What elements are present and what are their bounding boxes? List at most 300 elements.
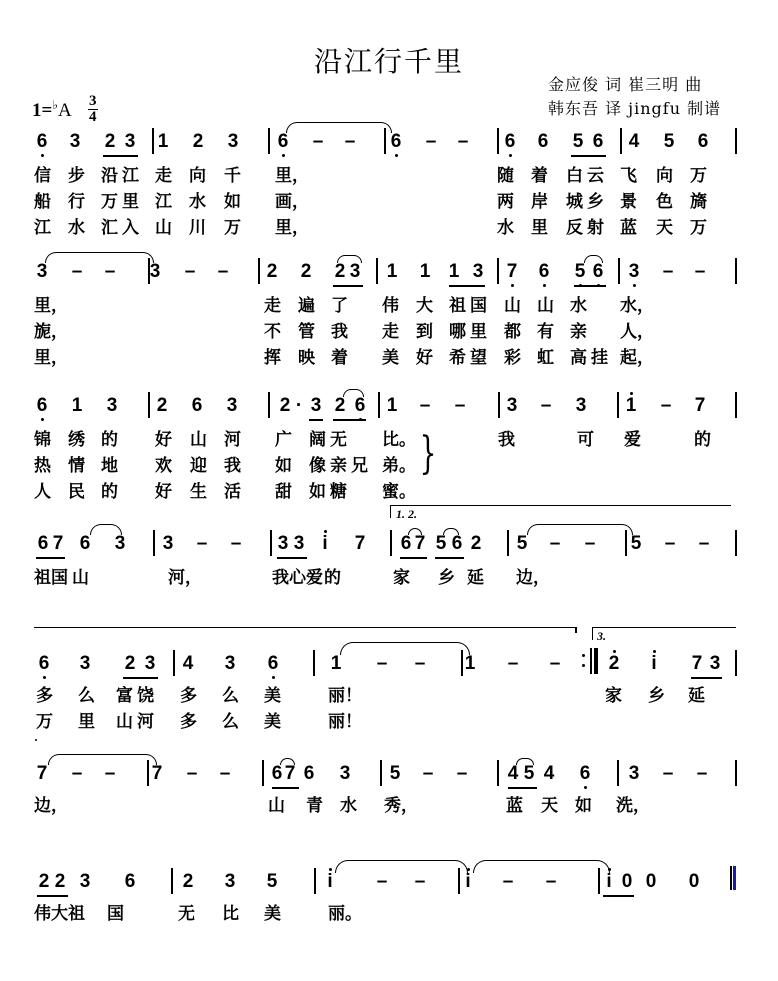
note: 6 [124,871,136,892]
note: i [606,871,612,892]
note: i [465,871,471,892]
lyric-syllable: 边， [34,796,68,816]
lyric-syllable: 美 [382,348,399,368]
note: 6 [537,131,549,152]
note: 2 [266,261,278,282]
dash: – [662,763,674,784]
lyric-syllable: 山 [116,712,133,732]
barline [735,650,737,676]
note: 1 [419,261,431,282]
slur-tie [90,524,122,535]
lyric-syllable: 河 [224,430,241,450]
dot-below-icon [509,154,512,157]
lyric-syllable: 山 [72,568,89,588]
lyric-syllable: 大 [416,296,433,316]
barline [735,530,737,556]
dash: – [696,763,708,784]
underline-beam [508,787,537,789]
lyric-syllable: 民 [68,482,85,502]
dot-below-icon [43,676,46,679]
note: 3 [226,395,238,416]
lyric-syllable: 地 [101,456,118,476]
note: 2 [156,395,168,416]
note: 3 [79,871,91,892]
note: 6 [36,395,48,416]
key-note: A [58,100,72,121]
note: 4 [628,131,640,152]
lyric-syllable: 多 [180,686,197,706]
dash: – [104,763,116,784]
dash: – [230,533,242,554]
note: 1 [71,395,83,416]
lyric-syllable: 青 [306,796,323,816]
key-signature [32,98,72,122]
dash: – [419,395,431,416]
note: 5 [516,533,528,554]
lyric-syllable: 人， [620,322,654,342]
note: 7 [36,763,48,784]
underline-beam [333,285,363,287]
lyric-syllable: 川 [189,218,206,238]
note: 2 [192,131,204,152]
lyric-syllable: 山 [537,296,554,316]
lyric-syllable: 管 [298,322,315,342]
note: 1 [330,653,342,674]
note: 0 [688,871,700,892]
note: 2 [182,871,194,892]
lyric-syllable: 有 [537,322,554,342]
barline [268,392,270,418]
dash: – [219,763,231,784]
dash: – [662,261,674,282]
lyric-syllable: 阔 [309,430,326,450]
lyric-syllable: 么 [222,712,239,732]
note: 3 [106,395,118,416]
dot-below-icon [543,284,546,287]
dash: – [660,395,672,416]
lyric-syllable: 蓝 [620,218,637,238]
dash: – [184,261,196,282]
barline [735,392,737,418]
dash: – [312,131,324,152]
volta-label: 1. 2. [396,507,417,521]
barline [620,128,622,154]
lyric-syllable: 虹 [537,348,554,368]
dash: – [376,653,388,674]
lyric-syllable: 家 [605,686,622,706]
lyric-syllable: 色 [656,192,673,212]
slur-tie [45,252,154,263]
slur-tie [443,528,459,535]
note: 5 [266,871,278,892]
barline [497,258,499,284]
dot-above-icon [653,650,656,653]
lyric-syllable: 走 [264,296,281,316]
note: 5 [389,763,401,784]
dot-above-icon [324,530,327,533]
lyric-syllable: 城 [566,192,583,212]
lyric-syllable: 天 [541,796,558,816]
note: 3 [277,533,289,554]
note: 1 [157,131,169,152]
dash: – [422,763,434,784]
lyric-syllable: 飞 [620,166,637,186]
lyric-syllable: 入 [122,218,139,238]
barline [173,650,175,676]
lyric-syllable: 乡 [438,568,455,588]
lyric-syllable: 多 [180,712,197,732]
lyric-syllable: 水 [340,796,357,816]
lyric-syllable: 祖 [449,296,466,316]
lyric-syllable: 反 [566,218,583,238]
lyric-syllable: 生 [190,482,207,502]
lyric-syllable: 走 [382,322,399,342]
note: 3 [310,395,322,416]
lyric-syllable: 万 [36,712,53,732]
volta-end-tick [575,627,577,633]
lyric-syllable: 好 [155,430,172,450]
note: 2 [300,261,312,282]
note: 3 [628,261,640,282]
lyric-syllable: 天 [656,218,673,238]
song-title: 沿江行千里 [313,45,464,78]
slur-tie [343,389,364,397]
lyric-syllable: 船 [34,192,51,212]
note: 6 [504,131,516,152]
dash: – [414,653,426,674]
dot-below-icon [511,284,514,287]
lyric-syllable: 哪 [449,322,466,342]
lyric-syllable: 沿 [101,166,118,186]
final-thick-bar [733,866,736,890]
lyric-syllable: 我 [224,456,241,476]
underline-beam [435,557,464,559]
lyric-syllable: 热 [34,456,51,476]
lyric-syllable: 里 [78,712,95,732]
note: 2 [334,261,346,282]
lyric-syllable: 如 [275,456,292,476]
note: 6 [267,653,279,674]
note: 6 [592,261,604,282]
note: 6 [38,653,50,674]
lyric-syllable: 好 [155,482,172,502]
lyric-syllable: 景 [620,192,637,212]
note: 3 [149,261,161,282]
lyric-syllable: 边， [516,568,550,588]
underline-beam [103,155,138,157]
note: 1 [386,395,398,416]
dot-below-icon [282,154,285,157]
lyric-syllable: 白 [566,166,583,186]
lyric-syllable: 活 [224,482,241,502]
lyric-syllable: 美 [264,712,281,732]
lyric-syllable: 无 [330,430,347,450]
barline [497,128,499,154]
lyric-syllable: 挥 [264,348,281,368]
flat-icon: ♭ [52,98,58,112]
note: 3 [114,533,126,554]
note: 6 [451,533,463,554]
barline [617,760,619,786]
note: i [322,533,328,554]
note: 6 [579,763,591,784]
note: 2 [470,533,482,554]
repeat-dot-icon [582,654,585,657]
lyric-syllable: 伟 [382,296,399,316]
dash: – [414,871,426,892]
barline [618,258,620,284]
lyric-syllable: 蜜。 [382,482,416,502]
dash: – [186,763,198,784]
dash: – [71,261,83,282]
note: 1 [386,261,398,282]
volta-label: 3. [597,629,606,643]
lyric-syllable: 我 [331,322,348,342]
lyric-syllable: 向 [189,166,206,186]
lyric-syllable: 如 [575,796,592,816]
slur-tie [527,524,633,535]
note: 6 [36,131,48,152]
slur-tie [408,528,422,535]
lyric-syllable: 可 [577,430,594,450]
lyric-syllable: 乡 [648,686,665,706]
note: 6 [37,533,49,554]
dot-below-icon [41,154,44,157]
lyric-syllable: 亲 [570,322,587,342]
underline-beam [277,557,307,559]
lyric-syllable: 水 [189,192,206,212]
note: 4 [543,763,555,784]
note: 3 [224,653,236,674]
barline [314,868,316,894]
slur-tie [584,255,603,263]
dash: – [457,131,469,152]
note: 3 [224,871,236,892]
note: 1 [625,395,637,416]
barline [262,760,264,786]
lyric-syllable: 洗， [616,796,650,816]
note: 3 [36,261,48,282]
dash: – [376,871,388,892]
note: 7 [506,261,518,282]
lyric-syllable: 里 [122,192,139,212]
note: 3 [124,131,136,152]
note: 2 [279,395,291,416]
lyric-syllable: 锦 [34,430,51,450]
barline [507,530,509,556]
slur-tie [335,860,468,873]
dash: – [698,533,710,554]
barline [380,760,382,786]
note: 1 [464,653,476,674]
underline-beam [272,787,299,789]
note: 6 [354,395,366,416]
barline [313,650,315,676]
slur-tie [473,860,610,873]
lyric-syllable: 汇 [101,218,118,238]
slur-tie [286,122,392,133]
lyric-syllable: 里， [34,348,68,368]
barline [270,530,272,556]
underline-beam [36,557,65,559]
dash: – [217,261,229,282]
lyric-syllable: 我心爱 [272,568,323,588]
dash: – [456,763,468,784]
barline [390,530,392,556]
repeat-thin-bar [590,648,592,674]
dash: – [71,763,83,784]
note: 7 [151,763,163,784]
note: 0 [621,871,633,892]
note: 7 [414,533,426,554]
note: 2 [124,653,136,674]
lyric-syllable: 画， [275,192,309,212]
underline-beam [449,285,485,287]
note: i [327,871,333,892]
note: 3 [79,653,91,674]
note: 1 [448,261,460,282]
lyric-syllable: 延 [467,568,484,588]
lyric-syllable: 遍 [298,296,315,316]
note: 5 [523,763,535,784]
lyric-syllable: 起， [620,348,654,368]
note: 6 [400,533,412,554]
barline [498,392,500,418]
note: 3 [227,131,239,152]
dash: – [502,871,514,892]
lyric-syllable: 着 [531,166,548,186]
lyric-syllable: 随 [497,166,514,186]
note: 2 [334,395,346,416]
lyric-syllable: 向 [656,166,673,186]
dot-below-icon [41,418,44,421]
lyric-syllable: 秀， [384,796,418,816]
lyric-syllable: 到 [416,322,433,342]
slur-tie [340,642,470,655]
lyric-syllable: 了 [331,296,348,316]
lyric-syllable: 欢 [155,456,172,476]
slur-tie [337,255,362,263]
dash: – [104,261,116,282]
barline [735,258,737,284]
lyric-syllable: 丽！ [328,686,362,706]
lyric-syllable: 像 [309,456,326,476]
note: 6 [303,763,315,784]
lyric-syllable: 望 [470,348,487,368]
barline [378,392,380,418]
lyric-syllable: 彩 [504,348,521,368]
lyric-syllable: 水 [570,296,587,316]
barline [376,258,378,284]
lyric-syllable: 我 [498,430,515,450]
meter-top: 3 [89,93,97,109]
stray-dot-icon [35,739,37,741]
underline-beam [37,895,68,897]
lyric-syllable: 河， [168,568,202,588]
lyric-syllable: 万 [690,218,707,238]
note: 7 [52,533,64,554]
lyric-syllable: 如 [309,482,326,502]
lyric-syllable: 迎 [190,456,207,476]
lyric-syllable: 乡 [587,192,604,212]
note: 7 [694,395,706,416]
lyric-syllable: 山 [504,296,521,316]
note: 6 [79,533,91,554]
repeat-dot-icon [582,664,585,667]
note: 4 [507,763,519,784]
slur-tie [48,754,157,765]
lyric-syllable: 好 [416,348,433,368]
lyric-syllable: 的 [101,430,118,450]
lyric-syllable: 国 [470,296,487,316]
dash: – [584,533,596,554]
dot-below-icon [272,676,275,679]
note: 3 [506,395,518,416]
note: 6 [277,131,289,152]
note: 3 [293,533,305,554]
note: 6 [191,395,203,416]
lyric-syllable: 水 [68,218,85,238]
dot-below-icon [395,154,398,157]
lyric-syllable: 多 [36,686,53,706]
underline-beam [123,677,158,679]
note: i [651,653,657,674]
lyric-syllable: 伟大祖 [34,904,85,924]
note: 3 [472,261,484,282]
barline [268,128,270,154]
lyric-syllable: 里， [275,166,309,186]
underline-beam [400,557,427,559]
barline [735,128,737,154]
lyric-syllable: 山 [155,218,172,238]
note: 5 [572,131,584,152]
lyric-syllable: 万 [101,192,118,212]
dot-below-icon [633,284,636,287]
lyric-syllable: 里 [470,322,487,342]
note: 5 [435,533,447,554]
lyric-syllable: 丽！ [328,712,362,732]
dash: – [664,533,676,554]
slur-tie [516,758,534,765]
dot-above-icon [613,650,616,653]
lyric-syllable: 行 [68,192,85,212]
note: 3 [339,763,351,784]
lyric-syllable: 兄 [351,456,368,476]
note: 2 [608,653,620,674]
lyric-syllable: 美 [264,904,281,924]
dash: – [549,533,561,554]
lyric-syllable: 不 [264,322,281,342]
lyric-syllable: 射 [587,218,604,238]
lyric-syllable: 江 [155,192,172,212]
lyric-syllable: 的 [694,430,711,450]
note: 3 [162,533,174,554]
note: 3 [575,395,587,416]
lyric-syllable: 么 [222,686,239,706]
volta-bracket-long [34,627,575,628]
lyric-syllable: 都 [504,322,521,342]
note: 6 [271,763,283,784]
lyric-syllable: 蓝 [506,796,523,816]
note: · [295,395,303,416]
lyric-syllable: 祖国 [34,568,68,588]
lyric-syllable: 岸 [531,192,548,212]
lyric-syllable: 亲 [330,456,347,476]
dash: – [540,395,552,416]
lyric-syllable: 无 [178,904,195,924]
note: 2 [54,871,66,892]
dash: – [425,131,437,152]
